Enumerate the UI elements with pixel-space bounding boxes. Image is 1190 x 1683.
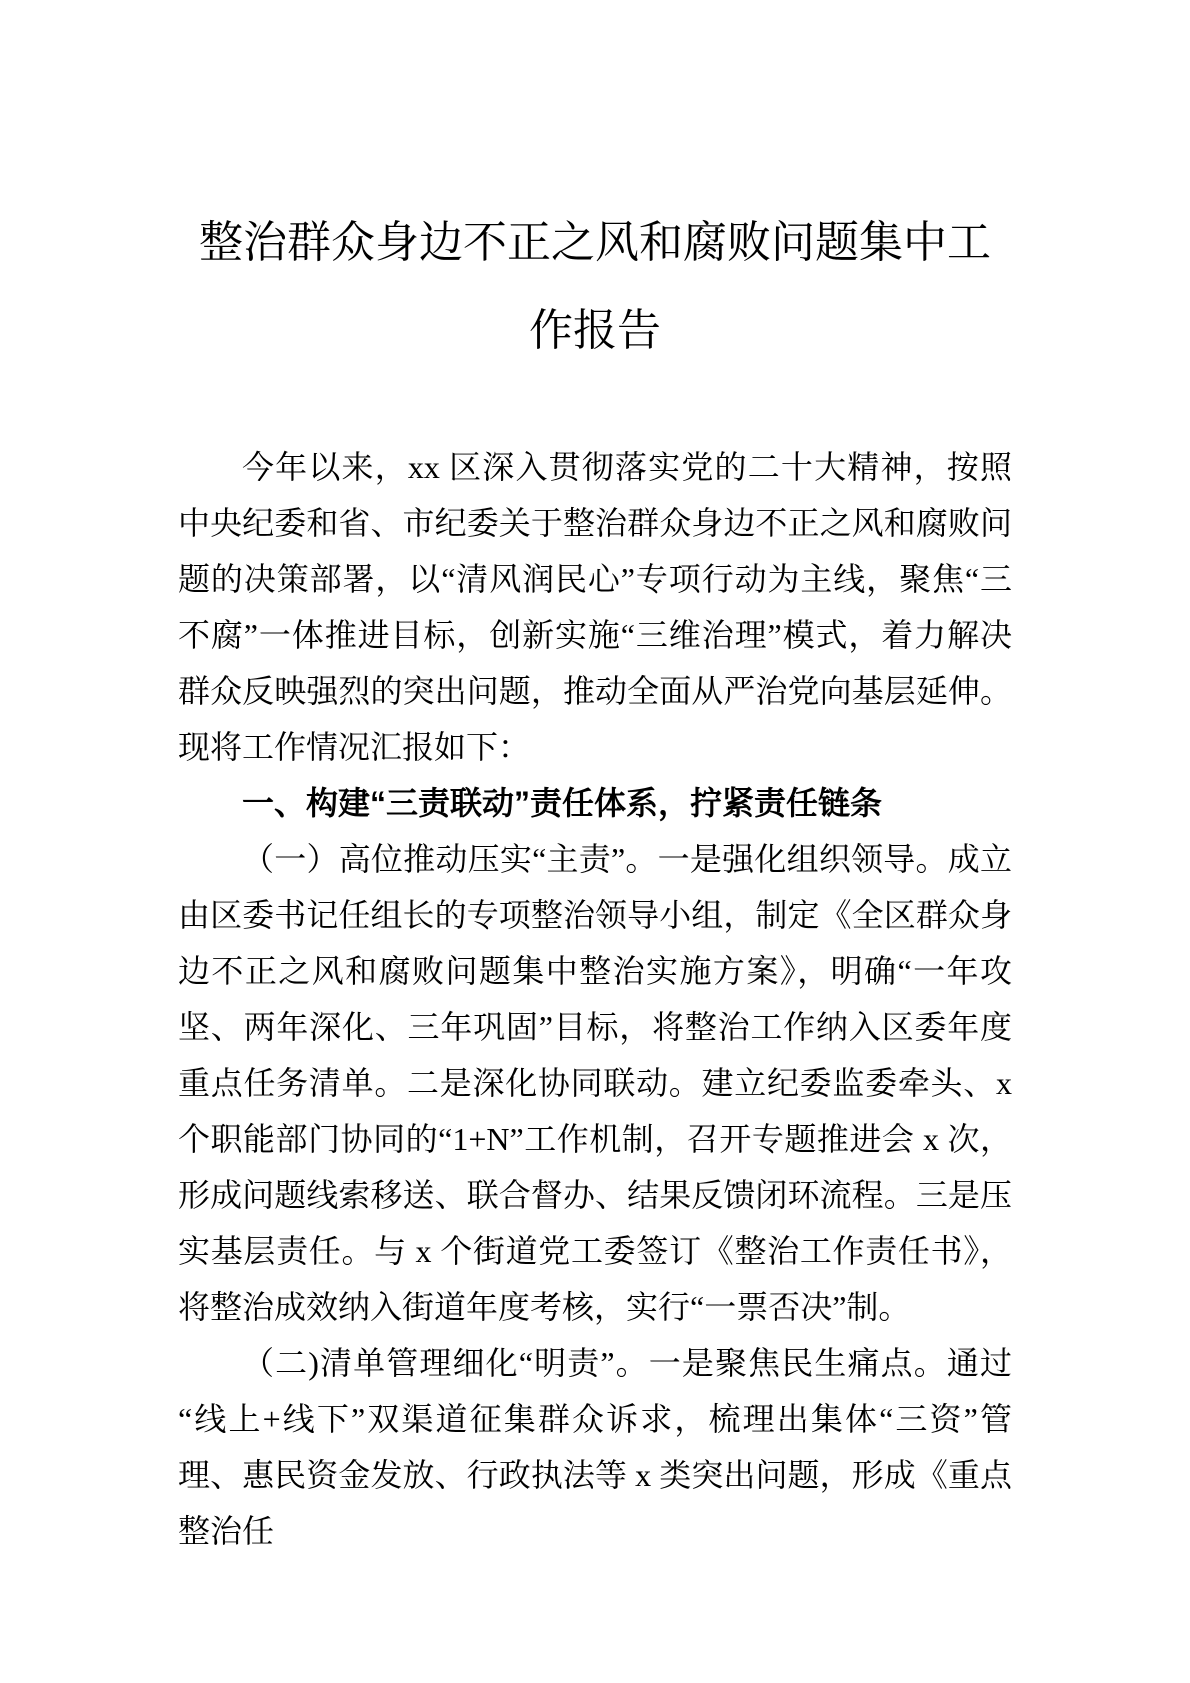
paragraph-section-1-1: （一）高位推动压实“主责”。一是强化组织领导。成立由区委书记任组长的专项整治领导小组，制定《全区群众身边不正之风和腐败问题集中整治实施方案》，明确“一年攻坚、两年深化、三年巩固”目标，将整治工作纳入区委年度重点任务清单。二是深化协同联动。建立纪委监委牵头、x 个职能部门协同的“1+N”工作机制，召开专题推进会 x 次，形成问题线索移送、联合督办、结果反馈闭环流程。三是压实基层责任。与 x 个街道党工委签订《整治工作责任书》，将整治成效纳入街道年度考核，实行“一票否决”制。 [178, 841, 1012, 1325]
paragraph-intro: 今年以来，xx 区深入贯彻落实党的二十大精神，按照中央纪委和省、市纪委关于整治群众身边不正之风和腐败问题的决策部署，以“清风润民心”专项行动为主线，聚焦“三不腐”一体推进目标，创新实施“三维治理”模式，着力解决群众反映强烈的突出问题，推动全面从严治党向基层延伸。现将工作情况汇报如下： [178, 449, 1012, 765]
section-heading-1: 一、构建“三责联动”责任体系，拧紧责任链条 [242, 785, 883, 821]
paragraph-section-1-2: （二)清单管理细化“明责”。一是聚焦民生痛点。通过“线上+线下”双渠道征集群众诉求，梳理出集体“三资”管理、惠民资金发放、行政执法等 x 类突出问题，形成《重点整治任 [178, 1345, 1012, 1549]
document-body [178, 439, 1012, 1559]
document-title: 整治群众身边不正之风和腐败问题集中工作报告 [199, 218, 991, 355]
